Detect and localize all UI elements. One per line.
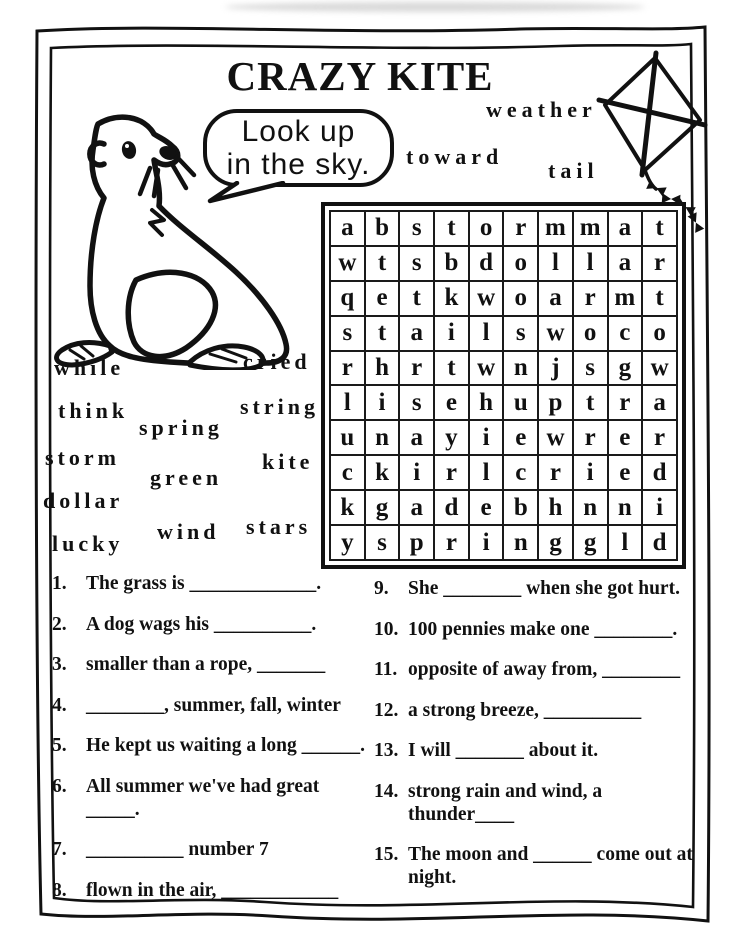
grid-cell: s — [399, 385, 434, 420]
grid-cell: g — [608, 351, 643, 386]
grid-cell: r — [642, 420, 677, 455]
question-number: 5. — [52, 735, 67, 756]
grid-cell: h — [469, 385, 504, 420]
grid-cell: t — [365, 246, 400, 281]
question-number: 2. — [52, 613, 67, 635]
word-bank-word: lucky — [52, 531, 124, 556]
question-text: The grass is _____________. — [86, 573, 322, 594]
grid-cell: r — [503, 211, 538, 246]
grid-cell: n — [573, 490, 608, 525]
question-number: 3. — [52, 654, 67, 675]
word-bank-word: kite — [262, 449, 314, 474]
grid-cell: r — [330, 351, 365, 386]
grid-cell: e — [503, 420, 538, 455]
grid-cell: l — [469, 455, 504, 490]
question-text: a strong breeze, __________ — [408, 699, 642, 721]
word-bank-word: wind — [157, 519, 220, 544]
grid-cell: s — [399, 246, 434, 281]
question-text: 100 pennies make one ________. — [408, 618, 678, 640]
question-number: 8. — [52, 879, 67, 901]
grid-cell: l — [573, 246, 608, 281]
grid-cell: c — [608, 316, 643, 351]
grid-cell: i — [573, 455, 608, 490]
grid-cell: p — [538, 385, 573, 420]
grid-cell: y — [434, 420, 469, 455]
speech-bubble-tail — [205, 181, 295, 205]
grid-cell: o — [469, 211, 504, 246]
grid-cell: u — [503, 385, 538, 420]
grid-cell: h — [538, 490, 573, 525]
question-text: __________ number 7 — [86, 839, 269, 860]
grid-cell: e — [469, 490, 504, 525]
grid-cell: g — [365, 490, 400, 525]
grid-cell: r — [434, 525, 469, 560]
speech-bubble — [203, 109, 394, 187]
grid-cell: o — [503, 281, 538, 316]
grid-cell: y — [330, 525, 365, 560]
grid-cell: d — [434, 490, 469, 525]
question-text: strong rain and wind, a thunder____ — [408, 780, 603, 825]
grid-cell: o — [503, 246, 538, 281]
grid-cell: w — [538, 420, 573, 455]
word-bank-word: weather — [486, 97, 597, 122]
speech-bubble-line2: in the sky. — [226, 148, 371, 181]
grid-cell: e — [434, 385, 469, 420]
worksheet-title: CRAZY KITE — [226, 53, 494, 99]
grid-cell: h — [365, 351, 400, 386]
grid-cell: j — [538, 351, 573, 386]
grid-cell: e — [608, 455, 643, 490]
grid-cell: a — [399, 316, 434, 351]
question-text: flown in the air, ____________ — [86, 879, 339, 901]
grid-cell: o — [573, 316, 608, 351]
grid-cell: n — [365, 420, 400, 455]
grid-cell: a — [642, 385, 677, 420]
grid-cell: a — [399, 420, 434, 455]
grid-cell: a — [608, 211, 643, 246]
question-number: 1. — [52, 573, 67, 594]
question-number: 12. — [374, 699, 399, 721]
word-bank-word: while — [54, 355, 125, 380]
word-bank-word: stars — [246, 514, 312, 539]
question-number: 14. — [374, 780, 399, 802]
grid-cell: m — [608, 281, 643, 316]
grid-cell: b — [434, 246, 469, 281]
grid-cell: s — [365, 525, 400, 560]
grid-cell: s — [503, 316, 538, 351]
question-text: All summer we've had great _____. — [86, 775, 320, 820]
word-bank-word: string — [240, 394, 319, 419]
grid-cell: d — [469, 246, 504, 281]
grid-cell: e — [608, 420, 643, 455]
grid-cell: a — [608, 246, 643, 281]
grid-cell: r — [642, 246, 677, 281]
grid-cell: t — [365, 316, 400, 351]
grid-cell: i — [469, 525, 504, 560]
grid-cell: w — [469, 281, 504, 316]
grid-cell: w — [642, 351, 677, 386]
grid-cell: w — [538, 316, 573, 351]
question-text: opposite of away from, ________ — [408, 659, 681, 680]
question-text: She ________ when she got hurt. — [408, 578, 680, 599]
grid-cell: m — [573, 211, 608, 246]
question-number: 13. — [374, 740, 399, 761]
grid-cell: l — [608, 525, 643, 560]
grid-cell: e — [365, 281, 400, 316]
grid-cell: r — [573, 281, 608, 316]
grid-cell: r — [538, 455, 573, 490]
grid-cell: b — [365, 211, 400, 246]
grid-cell: d — [642, 455, 677, 490]
question-number: 15. — [374, 844, 399, 865]
question-number: 7. — [52, 839, 67, 860]
grid-cell: s — [573, 351, 608, 386]
question-text: A dog wags his __________. — [86, 613, 317, 635]
grid-cell: w — [469, 351, 504, 386]
grid-cell: q — [330, 281, 365, 316]
grid-cell: t — [642, 211, 677, 246]
grid-cell: g — [538, 525, 573, 560]
grid-cell: r — [434, 455, 469, 490]
grid-cell: c — [503, 455, 538, 490]
grid-cell: i — [434, 316, 469, 351]
grid-cell: l — [469, 316, 504, 351]
grid-cell: a — [330, 211, 365, 246]
grid-cell: t — [642, 281, 677, 316]
grid-cell: k — [365, 455, 400, 490]
grid-cell: s — [399, 211, 434, 246]
grid-cell: m — [538, 211, 573, 246]
grid-cell: l — [538, 246, 573, 281]
grid-cell: r — [399, 351, 434, 386]
grid-cell: w — [330, 246, 365, 281]
question-text: I will _______ about it. — [408, 740, 599, 761]
grid-cell: n — [608, 490, 643, 525]
grid-cell: s — [330, 316, 365, 351]
grid-cell: b — [503, 490, 538, 525]
grid-cell: t — [573, 385, 608, 420]
grid-cell: n — [503, 525, 538, 560]
word-bank-word: tail — [548, 158, 599, 183]
question-number: 11. — [374, 659, 398, 680]
grid-cell: i — [642, 490, 677, 525]
grid-cell: d — [642, 525, 677, 560]
grid-cell: t — [434, 351, 469, 386]
grid-cell: i — [365, 385, 400, 420]
question-number: 6. — [52, 775, 67, 797]
speech-bubble-line1: Look up — [241, 115, 356, 148]
question-text: ________, summer, fall, winter — [86, 694, 341, 716]
grid-cell: k — [330, 490, 365, 525]
grid-cell: p — [399, 525, 434, 560]
grid-cell: a — [538, 281, 573, 316]
grid-cell: r — [608, 385, 643, 420]
question-text: He kept us waiting a long ______. — [86, 735, 365, 756]
grid-cell: o — [642, 316, 677, 351]
grid-cell: k — [434, 281, 469, 316]
grid-cell: l — [330, 385, 365, 420]
grid-cell: i — [469, 420, 504, 455]
word-bank-word: green — [150, 465, 223, 490]
grid-cell: t — [399, 281, 434, 316]
grid-cell: a — [399, 490, 434, 525]
grid-cell: c — [330, 455, 365, 490]
grid-cell: i — [399, 455, 434, 490]
grid-cell: g — [573, 525, 608, 560]
grid-cell: t — [434, 211, 469, 246]
grid-cell: u — [330, 420, 365, 455]
word-bank-word: toward — [406, 144, 504, 169]
word-bank-word: storm — [45, 445, 120, 470]
grid-cell: n — [503, 351, 538, 386]
question-text: The moon and ______ come out at night. — [408, 844, 693, 888]
grid-cell: r — [573, 420, 608, 455]
question-number: 9. — [374, 578, 389, 599]
word-bank-word: cried — [243, 349, 311, 374]
word-bank-word: spring — [139, 415, 223, 440]
question-number: 4. — [52, 694, 67, 716]
question-number: 10. — [374, 618, 399, 640]
word-bank-word: think — [58, 398, 129, 423]
word-bank-word: dollar — [43, 488, 124, 513]
question-text: smaller than a rope, _______ — [86, 654, 326, 675]
